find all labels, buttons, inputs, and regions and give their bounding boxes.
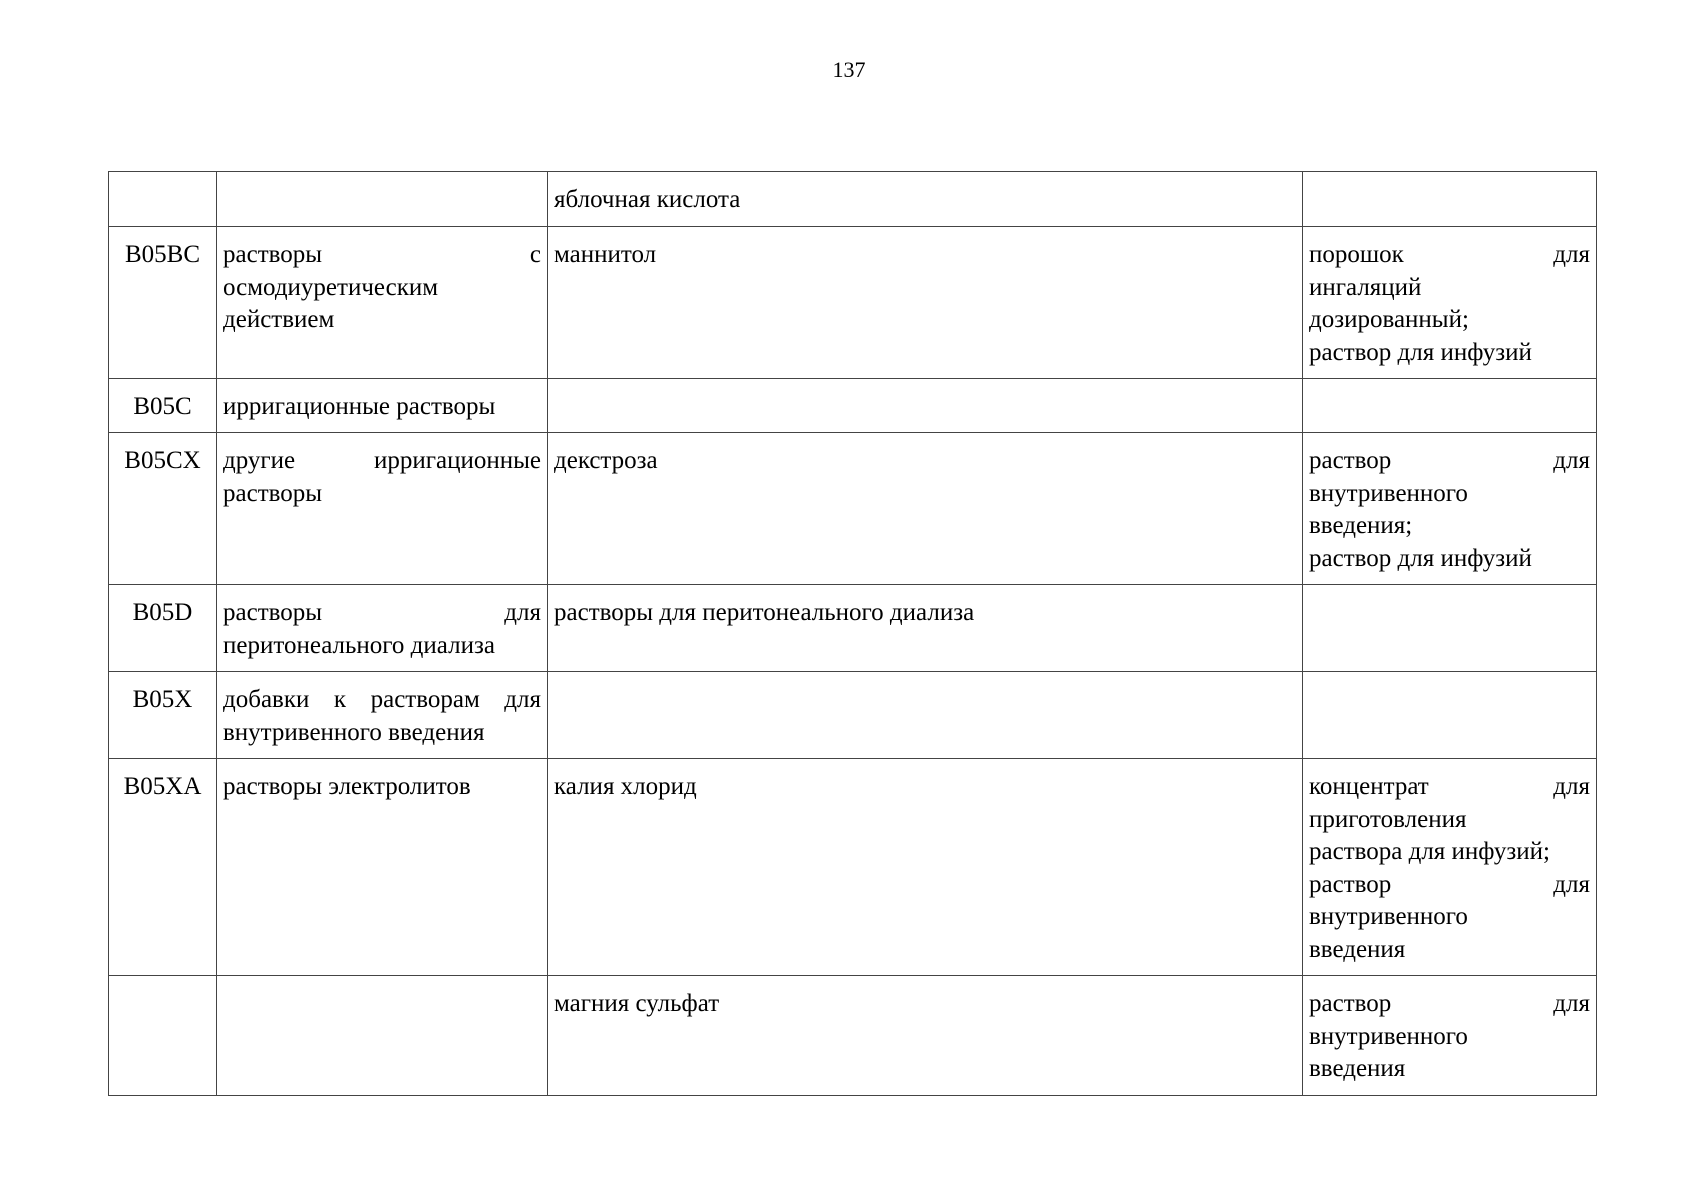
dosage-form-cell <box>1303 379 1597 433</box>
group-line: растворы для <box>223 599 541 626</box>
group-line: внутривенного введения <box>223 718 485 746</box>
atc-code-cell <box>109 976 217 1096</box>
group-line: растворы с <box>223 241 541 268</box>
atc-code-cell: B05XA <box>109 759 217 976</box>
group-line: действием <box>223 306 335 333</box>
table-row <box>109 759 1597 976</box>
group-line: ирригационные растворы <box>223 393 496 420</box>
drug-name-cell <box>548 379 1303 433</box>
form-line: внутривенного <box>1309 1022 1468 1050</box>
table-row <box>109 672 1597 759</box>
drug-name-cell <box>548 672 1303 759</box>
dosage-form-cell <box>1303 433 1597 585</box>
group-cell <box>217 433 548 585</box>
form-line: внутривенного <box>1309 903 1468 930</box>
group-line: растворы электролитов <box>223 773 471 800</box>
drug-name-cell: калия хлорид <box>548 759 1303 976</box>
atc-code-cell: B05CX <box>109 433 217 585</box>
group-line: осмодиуретическим <box>223 273 439 301</box>
drug-name-cell: маннитол <box>548 227 1303 379</box>
table-row <box>109 227 1597 379</box>
table-row <box>109 379 1597 433</box>
group-cell <box>217 759 548 976</box>
drug-name-cell: магния сульфат <box>548 976 1303 1096</box>
dosage-form-cell <box>1303 227 1597 379</box>
table-row <box>109 433 1597 585</box>
dosage-form-cell <box>1303 976 1597 1096</box>
table-row <box>109 172 1597 227</box>
form-line: концентрат для <box>1309 773 1590 800</box>
group-cell <box>217 585 548 672</box>
group-cell <box>217 227 548 379</box>
atc-code-cell <box>109 172 217 227</box>
group-line: добавки к растворам для <box>223 686 541 713</box>
form-line: введения <box>1309 935 1406 963</box>
dosage-form-cell <box>1303 672 1597 759</box>
dosage-form-cell <box>1303 172 1597 227</box>
table-row <box>109 976 1597 1096</box>
form-line: раствор для <box>1309 447 1590 474</box>
form-line: раствора для инфузий; <box>1309 838 1550 865</box>
group-cell <box>217 672 548 759</box>
atc-code-cell: B05C <box>109 379 217 433</box>
form-line: внутривенного <box>1309 479 1468 507</box>
group-line: растворы <box>223 479 323 507</box>
drug-table <box>108 171 1597 1096</box>
group-cell <box>217 172 548 227</box>
group-line: перитонеального диализа <box>223 631 495 659</box>
form-line: дозированный; <box>1309 306 1469 333</box>
drug-name-cell: растворы для перитонеального диализа <box>548 585 1303 672</box>
dosage-form-cell <box>1303 585 1597 672</box>
form-line: раствор для инфузий <box>1309 544 1532 572</box>
form-line: введения <box>1309 1055 1406 1082</box>
atc-code-cell: B05BC <box>109 227 217 379</box>
group-line: другие ирригационные <box>223 447 541 474</box>
group-cell <box>217 379 548 433</box>
atc-code-cell: B05X <box>109 672 217 759</box>
drug-name-cell: яблочная кислота <box>548 172 1303 227</box>
form-line: раствор для инфузий <box>1309 338 1532 366</box>
drug-name-cell: декстроза <box>548 433 1303 585</box>
atc-code-cell: B05D <box>109 585 217 672</box>
dosage-form-cell <box>1303 759 1597 976</box>
page-number: 137 <box>832 57 866 82</box>
form-line: порошок для <box>1309 241 1590 268</box>
form-line: приготовления <box>1309 805 1467 833</box>
form-line: раствор для <box>1309 990 1590 1017</box>
form-line: ингаляций <box>1309 273 1422 301</box>
form-line: раствор для <box>1309 870 1590 898</box>
form-line: введения; <box>1309 512 1413 539</box>
table-row <box>109 585 1597 672</box>
group-cell <box>217 976 548 1096</box>
